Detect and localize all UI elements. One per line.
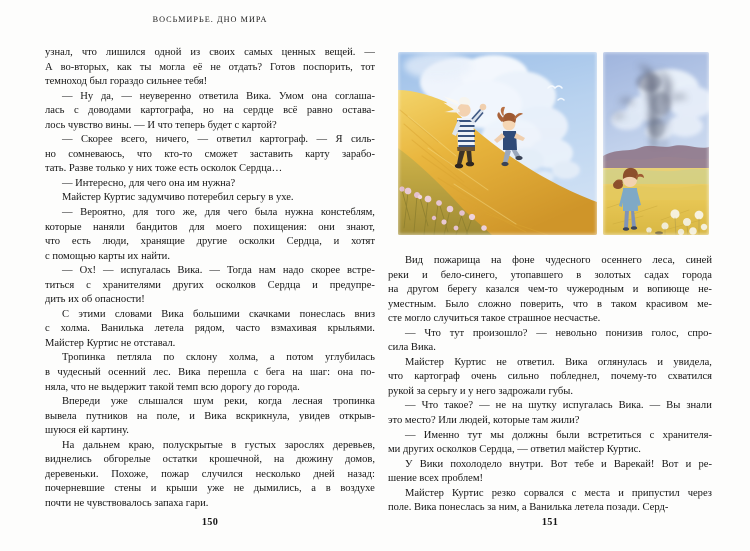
text-line: Майстер Куртис задумчиво потеребил серьгу в ухе. [62,192,294,204]
text-line: А во-вторых, как ты могла её не отдать? Готов поспорить, тот [45,61,375,73]
text-line: тать. Разве только у них тоже есть осколок Сердца… [45,163,283,175]
paragraph [45,133,375,177]
text-line: — Вероятно, для того же, для чего была нужна констеблям, [62,207,375,219]
paragraph [45,90,375,134]
paragraph [45,264,375,308]
text-line: почерневшие стены и крыши уже не дымились, а в воздухе [45,483,375,495]
text-line: с помощью карты их найти. [45,250,170,262]
paragraph [45,191,375,206]
text-line: Тропинка петляла по склону холма, а потом углубилась [62,352,375,364]
chapter-illustration [398,52,709,235]
paragraph [45,46,375,90]
text-line: лась с доводами картографа, но на сердце всё равно остава- [45,105,375,117]
paragraph [45,395,375,439]
text-line: Впереди уже слышался шум реки, когда лесная тропинка [62,396,375,408]
panel-a-artwork [398,52,597,235]
page-number-left: 150 [201,517,219,528]
paragraph [45,206,375,264]
text-line: вывела путников на поле, и Вика вскрикнула, увидев открыв- [45,410,375,422]
text-line: — Ох! — испугалась Вика. — Тогда нам надо скорее встре- [62,265,375,277]
text-line: — Интересно, для чего она им нужна? [62,177,236,189]
text-line: что есть люди, хранящие другие осколки Сердца, и хотят [45,236,375,248]
text-line: У Вики похолодело внутри. Вот тебе и Варекай! Вот и ре- [405,458,712,470]
paragraph [45,308,375,352]
text-line: — Именно тут мы должны были встретиться с хранителя- [405,429,712,441]
text-line: реки и бело-синего, утопавшего в золотых садах города [388,269,712,281]
text-line: но сомневаюсь, что кто-то сможет заставить карту зарабо- [45,148,375,160]
text-line: с холма. Ванилька летела рядом, часто взмахивая крыльями. [45,323,375,335]
text-line: уместным. Было сложно поверить, что в таком красивом ме- [388,298,712,310]
text-line: сила Вика. [388,342,436,354]
panel-b-artwork [603,52,709,235]
text-line: темноход был гораздо сильнее тебя! [45,76,208,88]
text-line: ми других осколков Сердца, — ответил майстер Куртис. [388,444,641,456]
text-line: няла, что не выдержит такой темп всю дорогу до города. [45,381,300,393]
text-line: — Ну да, — неуверенно ответила Вика. Умом она соглаша- [62,90,375,102]
text-line: дить их об опасности! [45,294,145,306]
text-line: поле. Вика понеслась за ним, а Ванилька летела позади. Серд- [388,502,669,514]
text-line: С этими словами Вика большими скачками понеслась вниз [62,308,375,320]
left-page-text-column [45,46,375,512]
text-line: лось чувство вины. — И что теперь будет с картой? [45,119,277,131]
paragraph [388,254,712,327]
text-line: в чудесный осенний лес. Вика перешла с бега на шаг: она по- [45,367,375,379]
page-number-right: 151 [541,517,559,528]
text-line: рукой за серьгу и у него задрожали губы. [388,385,573,397]
text-line: сте могло случиться такое страшное несчастье. [388,313,601,325]
text-line: почти не чувствовалось запаха гари. [45,497,209,509]
paragraph [388,356,712,400]
text-line: титься с хранителями других осколков Сердца и предупре- [45,279,375,291]
running-head: ВОСЬМИРЬЕ. ДНО МИРА [152,15,268,24]
paragraph [388,399,712,428]
text-line: деревеньки. Похоже, пожар случился несколько дней назад: [45,468,375,480]
right-page-text-column [388,254,712,516]
illustration-panel-girl-and-smoke [603,52,709,235]
text-line: на другом берегу казался чем-то чужеродным и вопиюще не- [388,284,712,296]
text-line: — Что такое? — не на шутку испугалась Вика. — Вы знали [405,400,712,412]
text-line: это место? Или людей, которые там жили? [388,415,580,427]
paragraph [45,439,375,512]
paragraph [388,487,712,516]
text-line: Майстер Куртис не отставал. [45,337,176,349]
paragraph [45,351,375,395]
text-line: На дальнем краю, полускрытые в густых зарослях деревьев, [62,439,375,451]
paragraph [388,429,712,458]
paragraph [388,458,712,487]
text-line: шение всех проблем! [388,473,484,485]
text-line: шуюся ей картину. [45,425,129,437]
illustration-panel-children-on-hill [398,52,597,235]
text-line: виднелись обгорелые остатки крошечной, на дюжину домов, [45,454,375,466]
paragraph [388,327,712,356]
text-line: Майстер Куртис резко сорвался с места и припустил через [405,487,712,499]
text-line: — Что тут произошло? — невольно понизив голос, спро- [405,327,712,339]
paragraph [45,177,375,192]
text-line: которые наняли бандитов для моего похищения: они знают, [45,221,375,233]
text-line: — Скорее всего, ничего, — ответил картограф. — Я силь- [62,134,375,146]
text-line: узнал, что лишился одной из своих самых ценных вещей. — [45,47,375,58]
text-line: что картограф очень сильно побледнел, почему-то схватился [388,371,712,383]
text-line: Майстер Куртис не ответил. Вика оглянулась и увидела, [405,356,712,368]
text-line: Вид пожарища на фоне чудесного осеннего леса, синей [405,255,712,266]
